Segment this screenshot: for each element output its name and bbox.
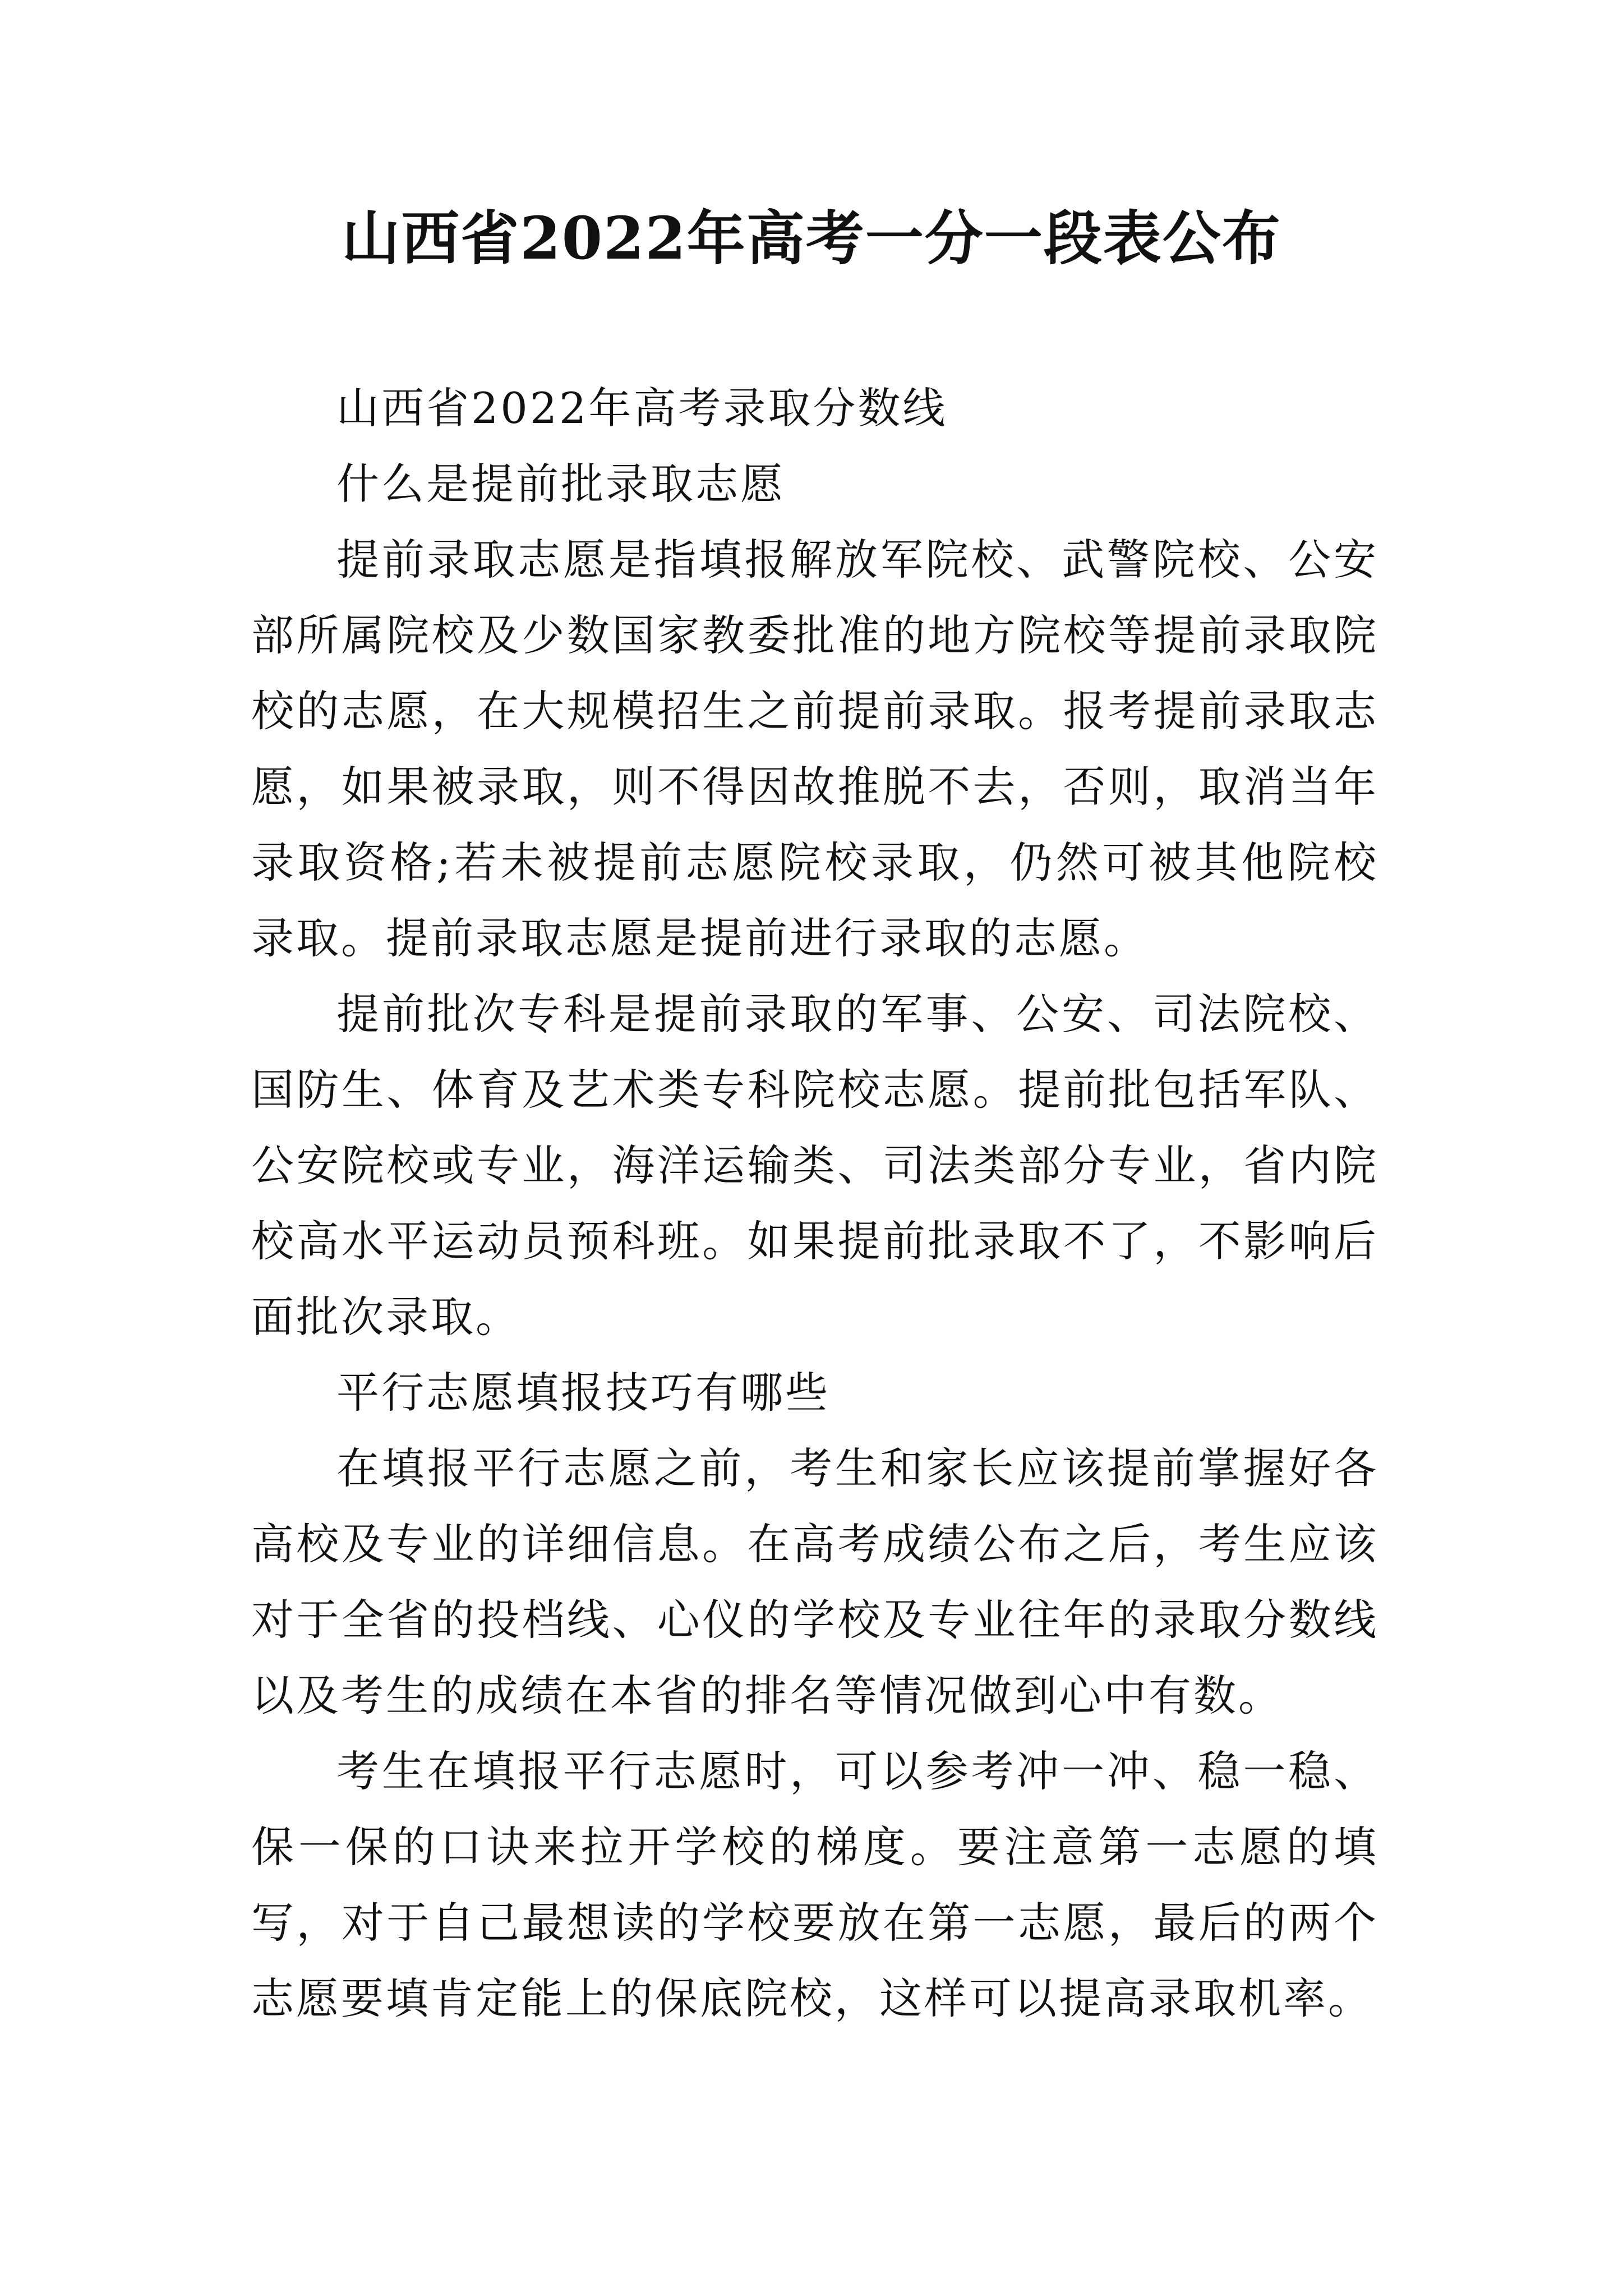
- heading-early-batch: 什么是提前批录取志愿: [336, 459, 785, 509]
- page-title: 山西省2022年高考一分一段表公布: [342, 204, 1281, 273]
- paragraph-parallel-strategy: 考生在填报平行志愿时，可以参考冲一冲、稳一稳、保一保的口诀来拉开学校的梯度。要注意第一志愿的填写，对于自己最想读的学校要放在第一志愿，最后的两个志愿要填肯定能上的保底院校，这样可以提高录取机率。: [251, 1746, 1378, 2023]
- heading-parallel-tips: 平行志愿填报技巧有哪些: [336, 1368, 830, 1418]
- document-body: [251, 370, 1378, 2036]
- paragraph-parallel-preparation: 在填报平行志愿之前，考生和家长应该提前掌握好各高校及专业的详细信息。在高考成绩公布之后，考生应该对于全省的投档线、心仪的学校及专业往年的录取分数线以及考生的成绩在本省的排名等情况做到心中有数。: [251, 1443, 1378, 1720]
- subtitle-score-line: 山西省2022年高考录取分数线: [336, 383, 948, 433]
- paragraph-early-batch-definition: 提前录取志愿是指填报解放军院校、武警院校、公安部所属院校及少数国家教委批准的地方院校等提前录取院校的志愿，在大规模招生之前提前录取。报考提前录取志愿，如果被录取，则不得因故推脱不去，否则，取消当年录取资格;若未被提前志愿院校录取，仍然可被其他院校录取。提前录取志愿是提前进行录取的志愿。: [251, 535, 1378, 963]
- paragraph-early-batch-college: 提前批次专科是提前录取的军事、公安、司法院校、国防生、体育及艺术类专科院校志愿。提前批包括军队、公安院校或专业，海洋运输类、司法类部分专业，省内院校高水平运动员预科班。如果提前批录取不了，不影响后面批次录取。: [251, 989, 1378, 1342]
